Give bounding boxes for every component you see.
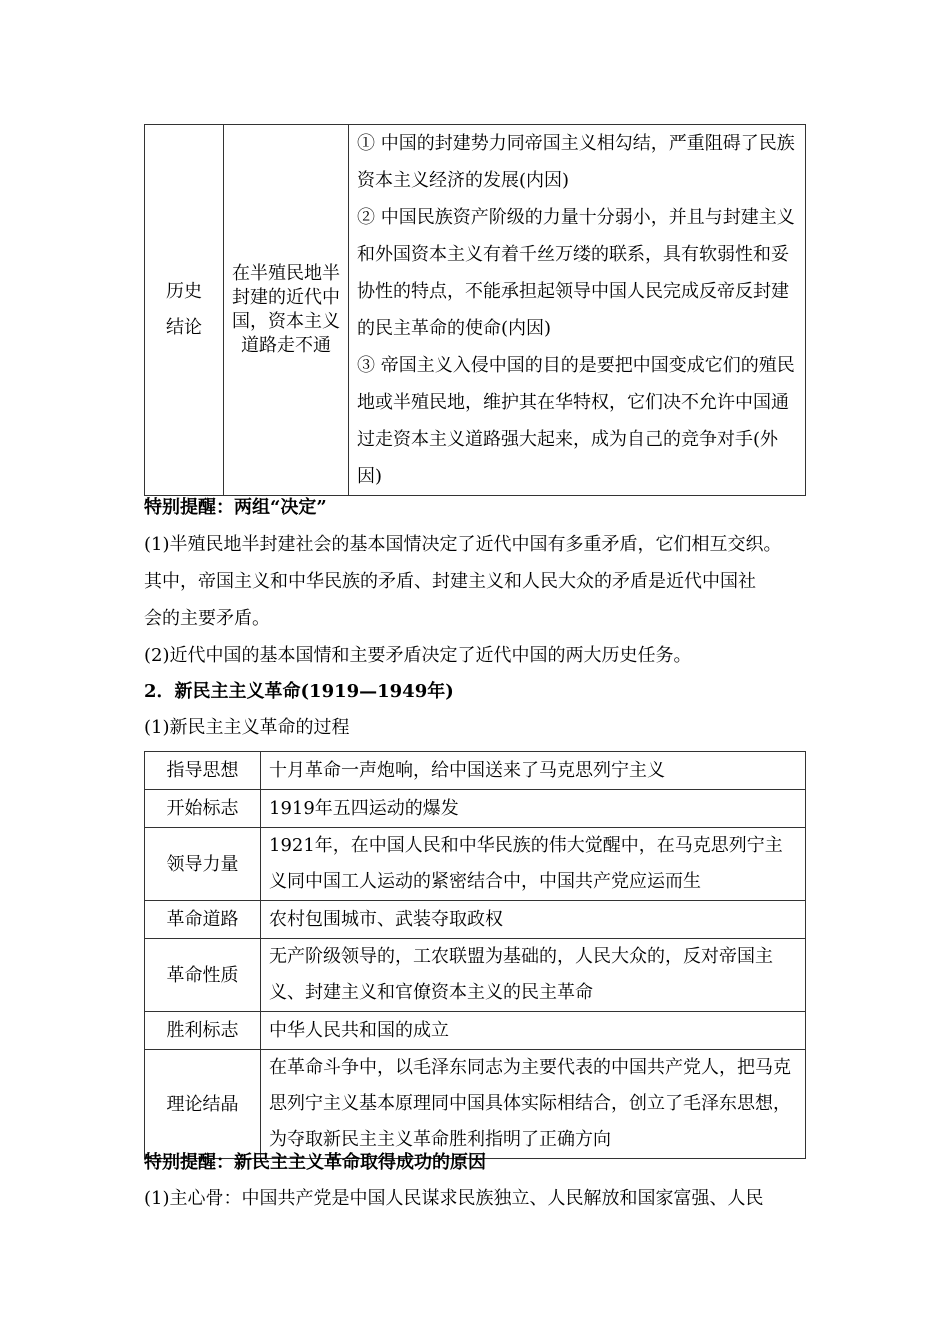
row-value-leadership: 1921年，在中国人民和中华民族的伟大觉醒中，在马克思列宁主义同中国工人运动的紧密结合中，中国共产党应运而生 [261, 828, 806, 901]
row-label-theory: 理论结晶 [145, 1050, 261, 1159]
row-value-victory-marker: 中华人民共和国的成立 [261, 1012, 806, 1050]
note1-paragraph1-line3: 会的主要矛盾。 [144, 608, 270, 629]
note2-title: 特别提醒：新民主主义革命取得成功的原因 [144, 1152, 486, 1173]
note1-paragraph1-line1: (1)半殖民地半封建社会的基本国情决定了近代中国有多重矛盾，它们相互交织。 [144, 534, 782, 555]
row-value-start-marker: 1919年五四运动的爆发 [261, 790, 806, 828]
table-row [145, 939, 806, 1012]
note1-title: 特别提醒：两组“决定” [144, 497, 327, 518]
row-label-victory-marker: 胜利标志 [145, 1012, 261, 1050]
row-value-guiding-ideology: 十月革命一声炮响，给中国送来了马克思列宁主义 [261, 752, 806, 790]
reason-item-1: ① 中国的封建势力同帝国主义相勾结，严重阻碍了民族资本主义经济的发展(内因) [357, 133, 795, 191]
table-row [145, 1012, 806, 1050]
row-label-revolution-nature: 革命性质 [145, 939, 261, 1012]
table-row [145, 790, 806, 828]
table-row [145, 752, 806, 790]
row-label-revolution-path: 革命道路 [145, 901, 261, 939]
section2-subheading: (1)新民主主义革命的过程 [144, 717, 350, 738]
row-label-guiding-ideology: 指导思想 [145, 752, 261, 790]
historical-conclusion-table [144, 124, 806, 496]
row-value-revolution-path: 农村包围城市、武装夺取政权 [261, 901, 806, 939]
note1-paragraph1-line2: 其中，帝国主义和中华民族的矛盾、封建主义和人民大众的矛盾是近代中国社 [144, 571, 756, 592]
row-value-theory: 在革命斗争中，以毛泽东同志为主要代表的中国共产党人，把马克思列宁主义基本原理同中国具体实际相结合，创立了毛泽东思想，为夺取新民主主义革命胜利指明了正确方向 [261, 1050, 806, 1159]
conclusion-statement: 在半殖民地半封建的近代中国，资本主义道路走不通 [232, 263, 340, 356]
conclusion-reasons-cell [349, 125, 806, 496]
note1-paragraph2: (2)近代中国的基本国情和主要矛盾决定了近代中国的两大历史任务。 [144, 645, 692, 666]
table-row [145, 125, 806, 496]
table-row [145, 828, 806, 901]
reason-item-2: ② 中国民族资产阶级的力量十分弱小，并且与封建主义和外国资本主义有着千丝万缕的联系，具有软弱性和妥协性的特点，不能承担起领导中国人民完成反帝反封建的民主革命的使命(内因) [357, 207, 795, 339]
conclusion-label-cell [145, 125, 224, 496]
reason-item-3: ③ 帝国主义入侵中国的目的是要把中国变成它们的殖民地或半殖民地，维护其在华特权，它们决不允许中国通过走资本主义道路强大起来，成为自己的竞争对手(外因) [357, 355, 795, 487]
revolution-process-table [144, 751, 806, 1159]
row-label-start-marker: 开始标志 [145, 790, 261, 828]
table-row [145, 1050, 806, 1159]
row-value-revolution-nature: 无产阶级领导的，工农联盟为基础的，人民大众的，反对帝国主义、封建主义和官僚资本主义的民主革命 [261, 939, 806, 1012]
conclusion-statement-cell [224, 125, 349, 496]
note2-paragraph1: (1)主心骨：中国共产党是中国人民谋求民族独立、人民解放和国家富强、人民 [144, 1188, 764, 1209]
table-row [145, 901, 806, 939]
section2-heading: 2．新民主主义革命(1919—1949年) [144, 681, 454, 702]
conclusion-label: 历史结论 [166, 281, 202, 338]
row-label-leadership: 领导力量 [145, 828, 261, 901]
